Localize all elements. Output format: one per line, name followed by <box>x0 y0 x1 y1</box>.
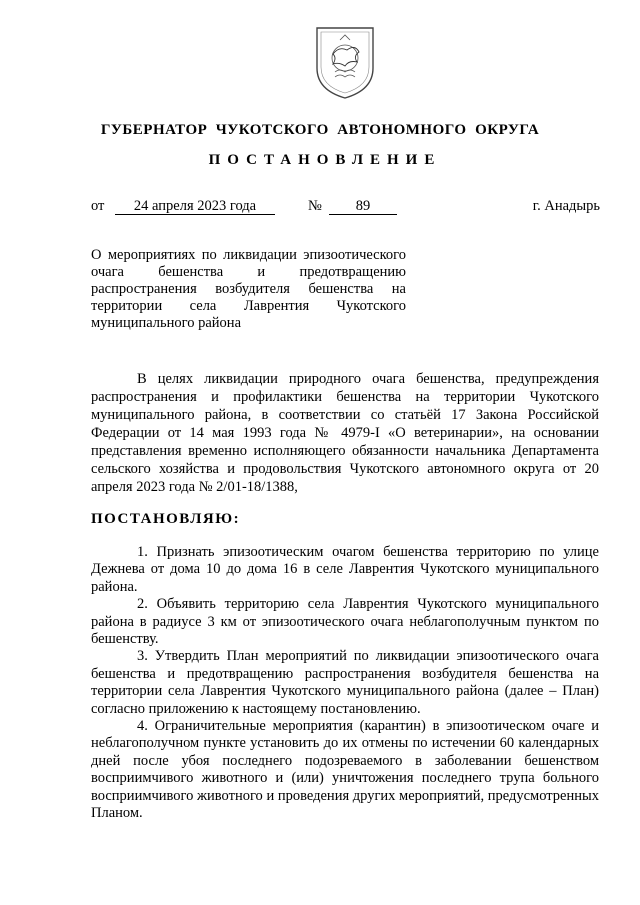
number-label: № <box>308 198 322 214</box>
coat-of-arms-emblem <box>313 22 377 102</box>
document-subject: О мероприятиях по ликвидации эпизоотического очага бешенства и предотвращению распространения возбудителя бешенства на территории села Лаврентия Чукотского муниципального района <box>91 247 406 331</box>
resolution-items <box>91 544 599 823</box>
document-city: г. Анадырь <box>532 198 600 214</box>
document-number: 89 <box>329 198 397 215</box>
date-prefix: от <box>91 198 105 214</box>
resolution-item: 3. Утвердить План мероприятий по ликвидации эпизоотического очага бешенства и предотвращению распространения возбудителя бешенства на территории села Лаврентия Чукотского муниципального района (далее – План) согласно приложению к настоящему постановлению. <box>91 648 599 717</box>
issuer-title: ГУБЕРНАТОР ЧУКОТСКОГО АВТОНОМНОГО ОКРУГА <box>100 122 540 138</box>
resolution-item: 2. Объявить территорию села Лаврентия Чукотского муниципального района в радиусе 3 км от эпизоотического очага неблагополучным пунктом по бешенству. <box>91 596 599 648</box>
resolve-heading: ПОСТАНОВЛЯЮ: <box>91 511 241 527</box>
resolution-item: 1. Признать эпизоотическим очагом бешенства территорию по улице Дежнева от дома 10 до дома 16 в селе Лаврентия Чукотского муниципального района. <box>91 544 599 595</box>
document-type-heading: ПОСТАНОВЛЕНИЕ <box>208 152 442 168</box>
document-date: 24 апреля 2023 года <box>115 198 275 215</box>
preamble-paragraph: В целях ликвидации природного очага бешенства, предупреждения распространения и профилактики бешенства на территории Чукотского муниципального района, в соответствии со статьёй 17 Закона Российской Федерации от 14 мая 1993 года № 4979-I «О ветеринарии», на основании представления временно исполняющего обязанности начальника Департамента сельского хозяйства и продовольствия Чукотского автономного округа от 20 апреля 2023 года № 2/01-18/1388, <box>91 371 599 495</box>
resolution-item: 4. Ограничительные мероприятия (карантин) в эпизоотическом очаге и неблагополучном пункте установить до их отмены по истечении 60 календарных дней после убоя последнего подозреваемого в заболевании бешенством восприимчивого животного и (или) уничтожения последнего трупа больного восприимчивого животного и проведения других мероприятий, предусмотренных Планом. <box>91 718 599 822</box>
